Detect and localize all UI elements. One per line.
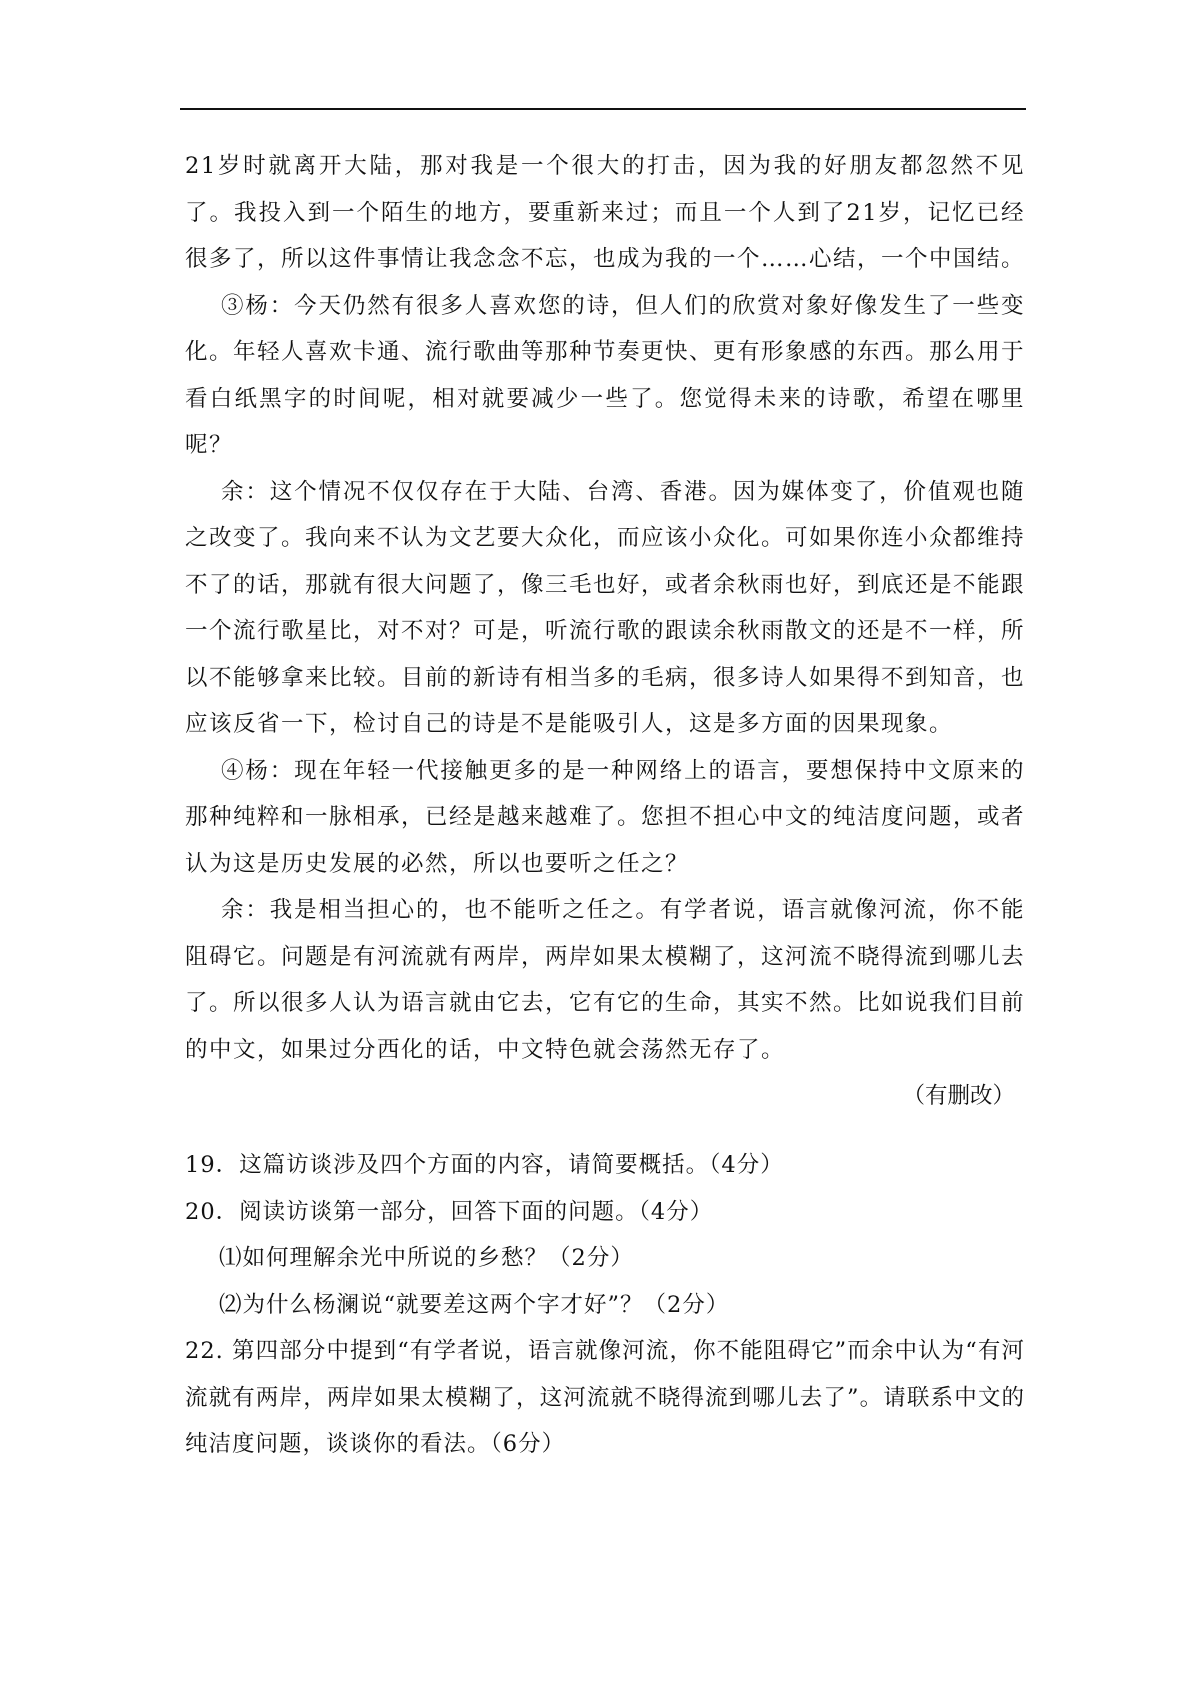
passage-paragraph-1: 21岁时就离开大陆，那对我是一个很大的打击，因为我的好朋友都忽然不见了。我投入到一个陌生的地方，要重新来过；而且一个人到了21岁，记忆已经很多了，所以这件事情让我念念不忘，也成为我的一个……心结，一个中国结。	[185, 153, 1026, 272]
passage-paragraph-5: 余：我是相当担心的，也不能听之任之。有学者说，语言就像河流，你不能阻碍它。问题是有河流就有两岸，两岸如果太模糊了，这河流不晓得流到哪儿去了。所以很多人认为语言就由它去，它有它的生命，其实不然。比如说我们目前的中文，如果过分西化的话，中文特色就会荡然无存了。	[185, 897, 1026, 1063]
passage	[185, 143, 1025, 1120]
question-19: 19．这篇访谈涉及四个方面的内容，请简要概括。（4分）	[185, 1152, 784, 1178]
question-20-part-1: ⑴如何理解余光中所说的乡愁？（2分）	[219, 1245, 634, 1271]
question-list	[185, 1142, 1025, 1468]
passage-paragraph-4: ④杨：现在年轻一代接触更多的是一种网络上的语言，要想保持中文原来的那种纯粹和一脉相承，已经是越来越难了。您担不担心中文的纯洁度问题，或者认为这是历史发展的必然，所以也要听之任之？	[185, 757, 1026, 877]
question-20-part-2: ⑵为什么杨澜说“就要差这两个字才好”？（2分）	[219, 1291, 730, 1318]
header-rule	[180, 108, 1026, 110]
passage-paragraph-3: 余：这个情况不仅仅存在于大陆、台湾、香港。因为媒体变了，价值观也随之改变了。我向来不认为文艺要大众化，而应该小众化。可如果你连小众都维持不了的话，那就有很大问题了，像三毛也好，或者余秋雨也好，到底还是不能跟一个流行歌星比，对不对？可是，听流行歌的跟读余秋雨散文的还是不一样，所以不能够拿来比较。目前的新诗有相当多的毛病，很多诗人如果得不到知音，也应该反省一下，检讨自己的诗是不是能吸引人，这是多方面的因果现象。	[185, 478, 1026, 737]
question-22: 22. 第四部分中提到“有学者说，语言就像河流，你不能阻碍它”而余中认为“有河流就有两岸，两岸如果太模糊了，这河流就不晓得流到哪儿去了”。请联系中文的纯洁度问题，谈谈你的看法。（6分）	[185, 1338, 1025, 1457]
source-note: （有删改）	[902, 1083, 1015, 1109]
question-20: 20．阅读访谈第一部分，回答下面的问题。（4分）	[185, 1198, 714, 1225]
passage-paragraph-2: ③杨：今天仍然有很多人喜欢您的诗，但人们的欣赏对象好像发生了一些变化。年轻人喜欢卡通、流行歌曲等那种节奏更快、更有形象感的东西。那么用于看白纸黑字的时间呢，相对就要减少一些了。您觉得未来的诗歌，希望在哪里呢？	[185, 292, 1026, 458]
